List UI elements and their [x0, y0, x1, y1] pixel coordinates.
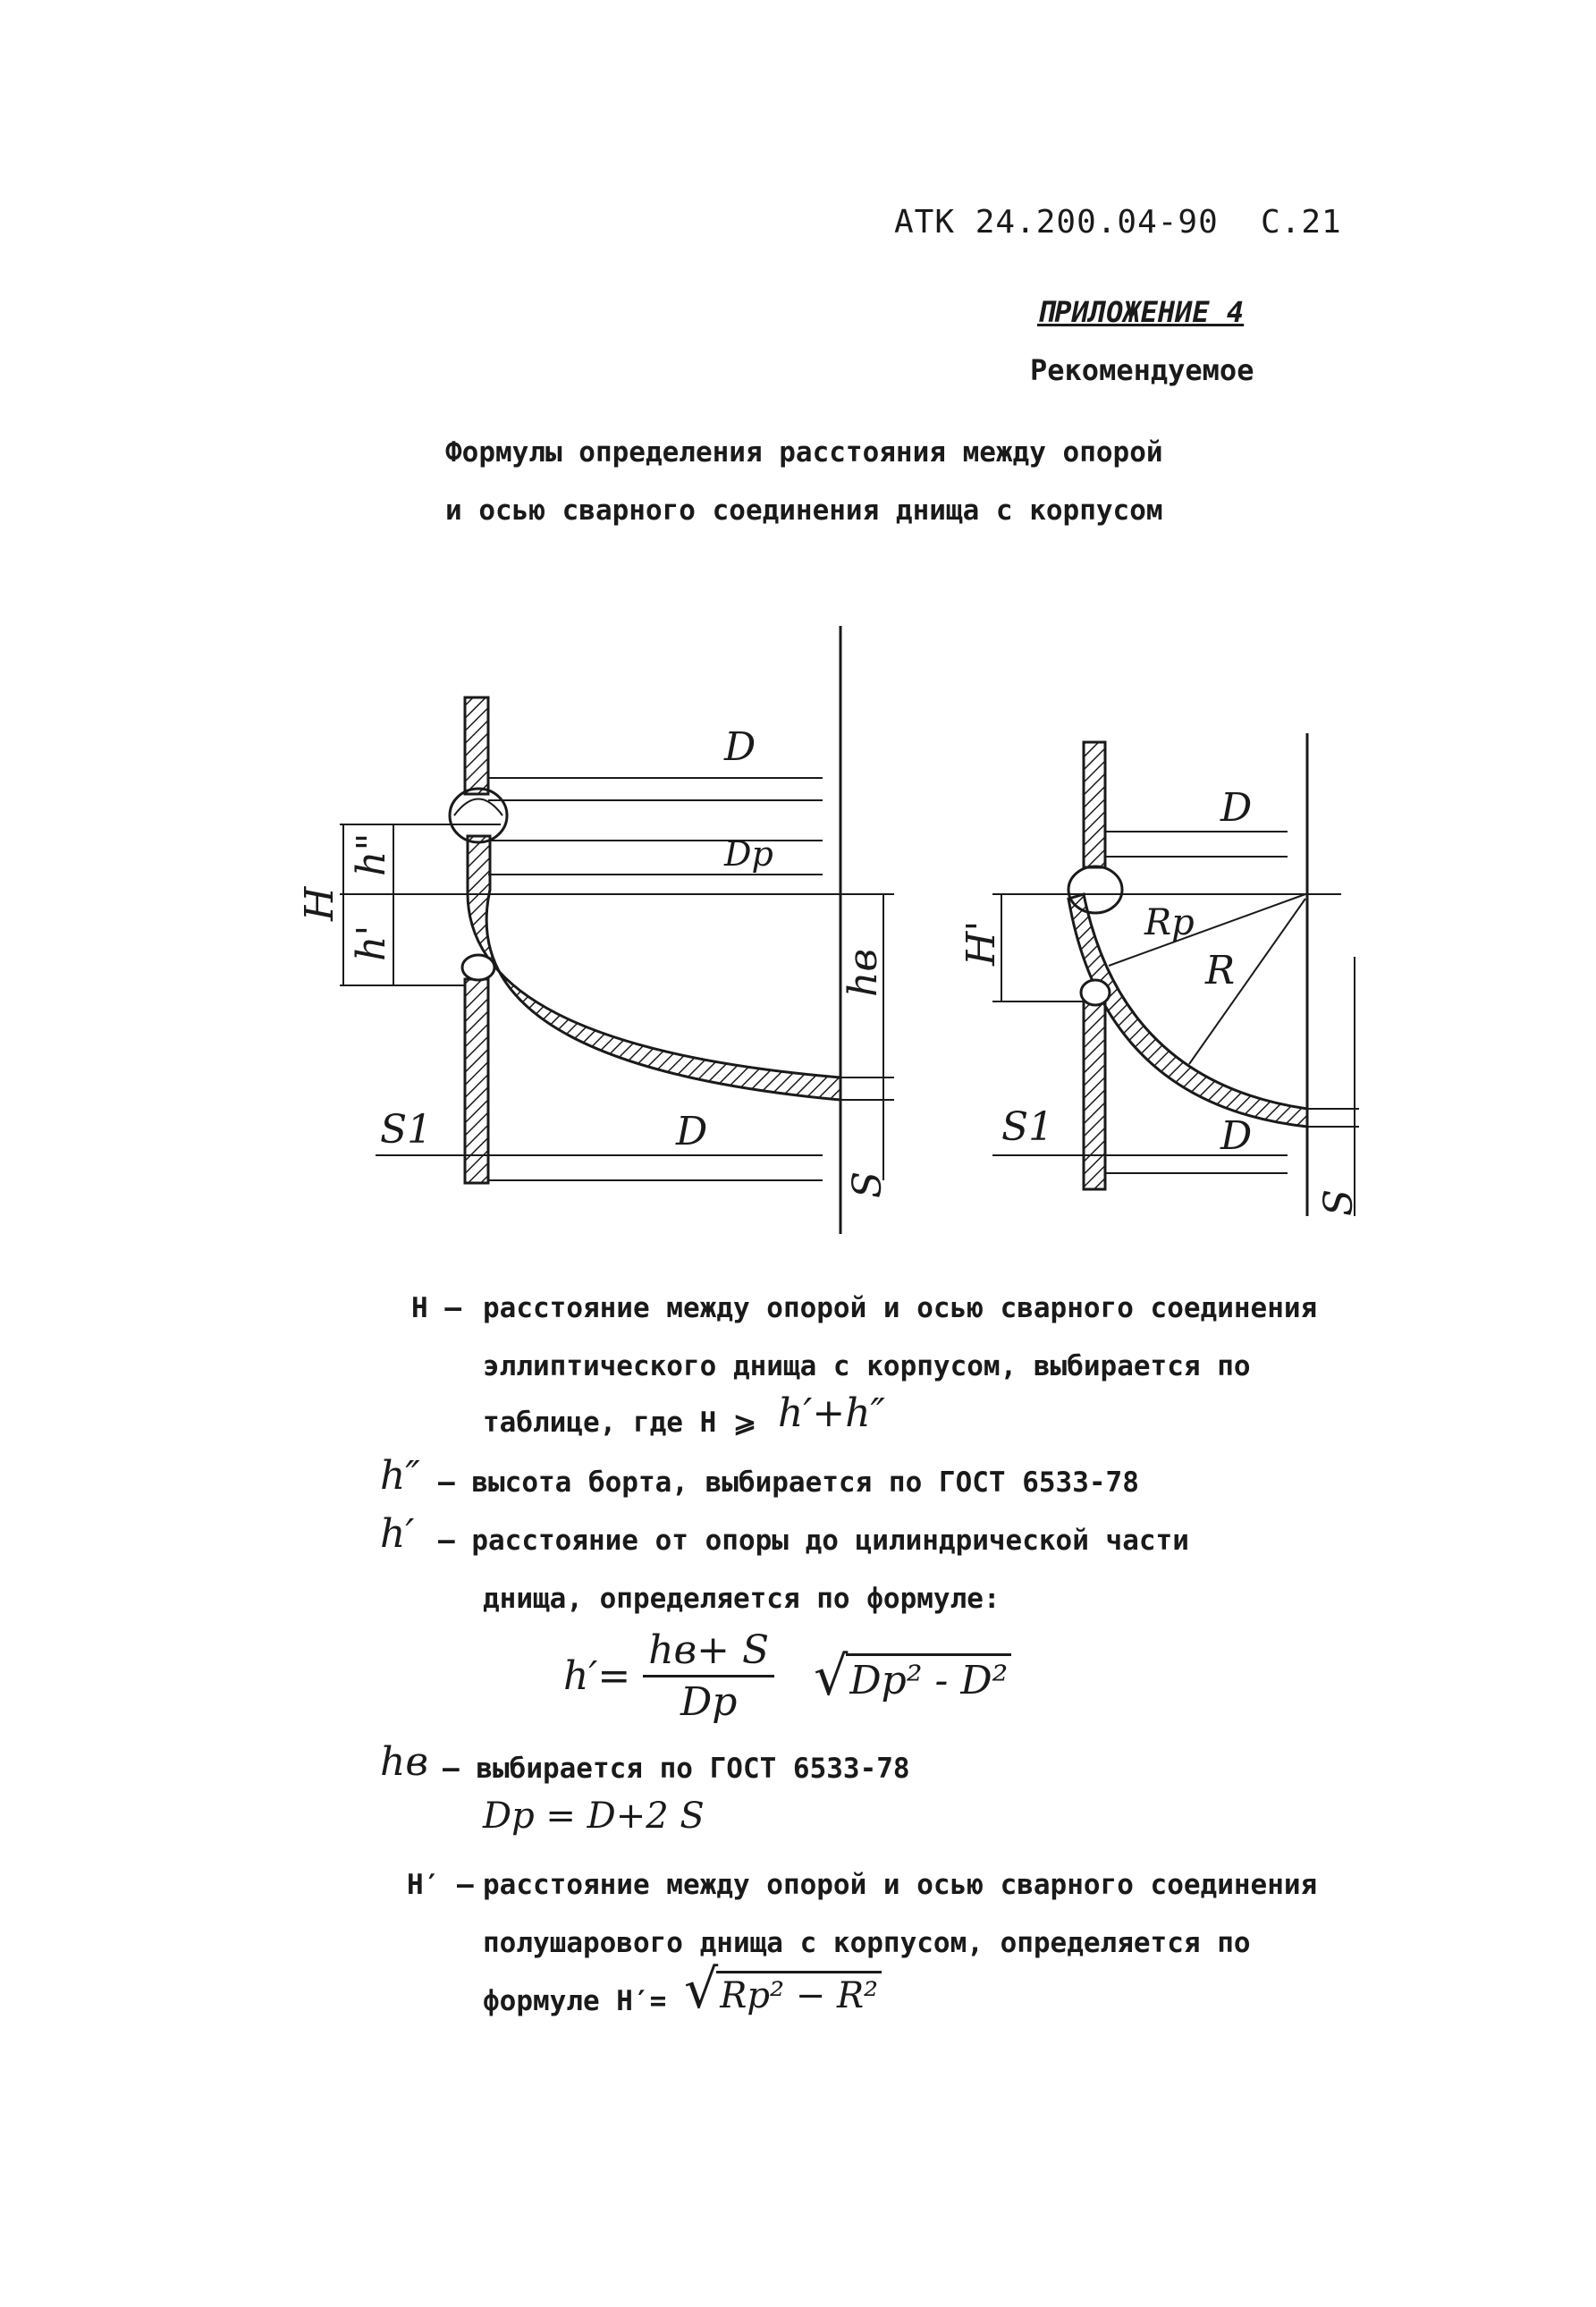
doc-code: АТК 24.200.04-90	[894, 204, 1219, 241]
def-Hprime-line1: расстояние между опорой и осью сварного соединения	[483, 1869, 1318, 1901]
label-h2: h"	[349, 832, 394, 876]
label-D-top-right: D	[1220, 785, 1253, 831]
formula-h1	[563, 1627, 1011, 1725]
def-H-line3: таблице, где H ⩾	[483, 1407, 756, 1439]
formula-h1-root	[814, 1644, 1011, 1708]
def-Hprime-symbol: H′ –	[407, 1869, 474, 1901]
def-Hprime-line2: полушарового днища с корпусом, определяется по	[483, 1927, 1251, 1959]
label-S1: S1	[380, 1107, 433, 1153]
appendix-status: Рекомендуемое	[1030, 353, 1254, 387]
label-R: R	[1205, 948, 1236, 993]
label-S: S	[845, 1170, 891, 1198]
def-hv-formula: Dp = D+2 S	[483, 1796, 705, 1837]
sqrt-sign-2: √	[684, 1958, 719, 2021]
title-line-2: и осью сварного соединения днища с корпусом	[445, 494, 1163, 527]
drawings	[0, 626, 1596, 1520]
page-number: С.21	[1261, 204, 1342, 241]
formula-h1-radicand: Dp² - D²	[846, 1653, 1011, 1703]
label-hv: hв	[840, 949, 886, 997]
label-D-bottom: D	[676, 1109, 708, 1154]
label-S1-right: S1	[1001, 1104, 1054, 1150]
def-h1-line2: днища, определяется по формуле:	[483, 1583, 1001, 1615]
def-Hprime-radicand: Rp² − R²	[716, 1971, 882, 2016]
label-Rp: Rp	[1144, 902, 1195, 943]
figure-left	[297, 626, 894, 1234]
def-H-formula: h′+h″	[778, 1390, 885, 1436]
label-Dp: Dp	[724, 834, 773, 874]
label-h1: h'	[349, 925, 394, 961]
def-H-line1: расстояние между опорой и осью сварного соединения	[483, 1292, 1318, 1324]
label-D-bottom-right: D	[1220, 1113, 1253, 1159]
formula-h1-lhs: h′=	[563, 1653, 631, 1699]
def-Hprime-formula	[684, 1958, 882, 2021]
def-hv-text: – выбирается по ГОСТ 6533-78	[443, 1753, 910, 1785]
label-H: H	[297, 886, 342, 921]
figure-right	[958, 733, 1362, 1216]
shell-wall-lower-right	[1084, 1001, 1105, 1189]
shell-wall-upper-right	[1084, 742, 1105, 867]
def-h1-line1: – расстояние от опоры до цилиндрической части	[438, 1525, 1189, 1557]
head-wall	[468, 836, 840, 1100]
label-H-prime: H'	[958, 920, 1004, 966]
def-H-symbol: H –	[411, 1292, 461, 1324]
appendix-label: ПРИЛОЖЕНИЕ 4	[1037, 295, 1245, 329]
def-H-line2: эллиптического днища с корпусом, выбирается по	[483, 1350, 1251, 1382]
label-D-top: D	[724, 724, 756, 770]
def-h2-text: – высота борта, выбирается по ГОСТ 6533-78	[438, 1466, 1139, 1499]
shell-wall-upper	[465, 697, 488, 794]
def-hv-symbol: hв	[380, 1739, 428, 1785]
sqrt-sign: √	[814, 1644, 849, 1708]
weld-upper	[450, 789, 507, 842]
formula-h1-fraction	[643, 1627, 774, 1725]
shell-wall-lower	[465, 979, 488, 1183]
title-line-1: Формулы определения расстояния между опорой	[445, 436, 1163, 469]
formula-h1-denominator: Dp	[680, 1679, 738, 1725]
def-Hprime-line3: формуле H′=	[483, 1985, 667, 2017]
def-h2-symbol: h″	[380, 1453, 420, 1499]
formula-h1-numerator: hв+ S	[643, 1627, 774, 1677]
def-h1-symbol: h′	[380, 1511, 415, 1557]
label-S-right: S	[1316, 1188, 1362, 1216]
